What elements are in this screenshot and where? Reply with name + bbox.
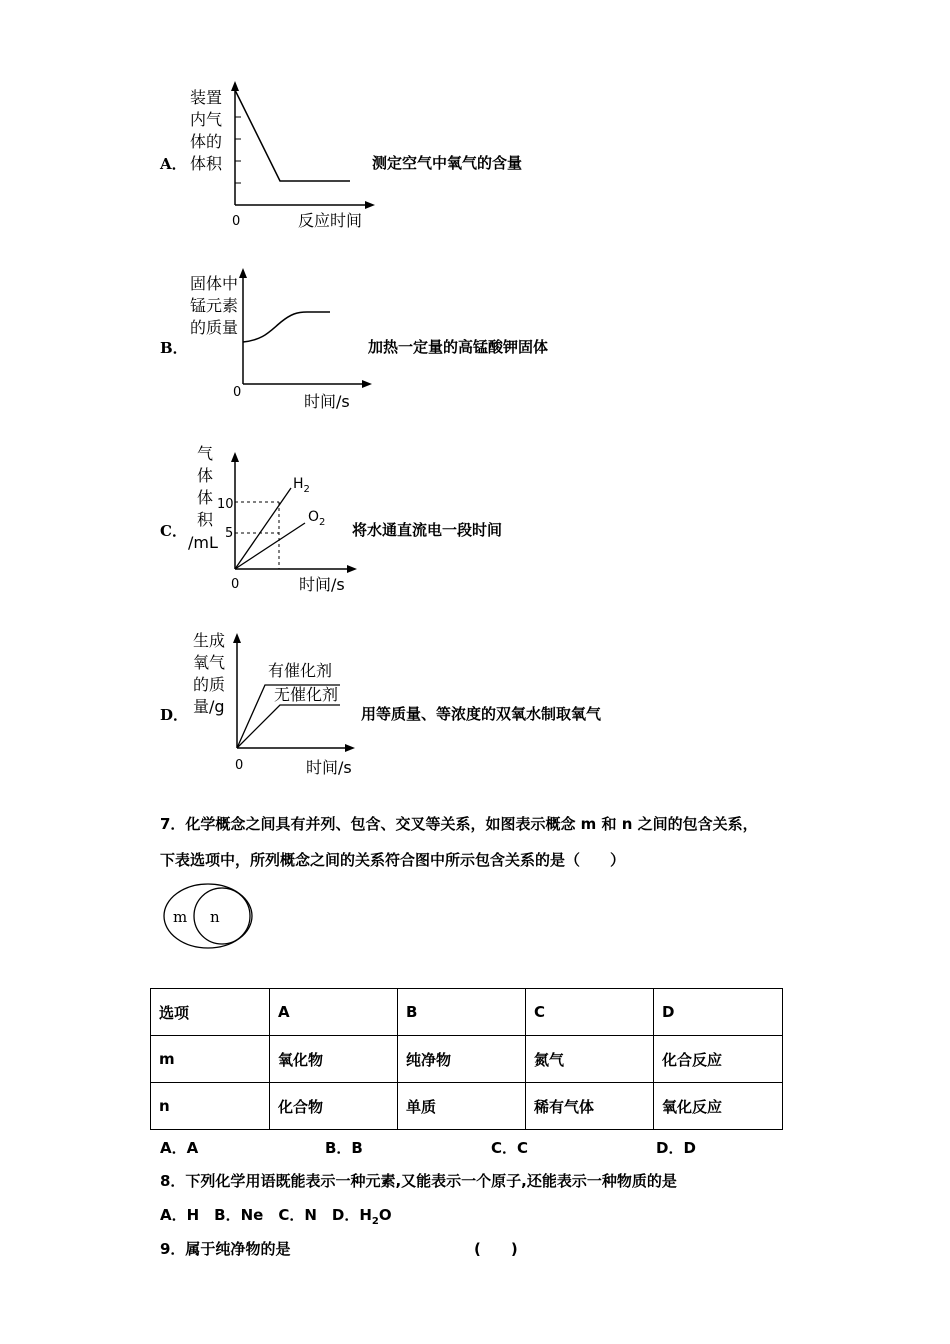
graph-c-tick-10: 10	[217, 497, 234, 512]
table-cell: A	[270, 989, 398, 1036]
table-cell: m	[151, 1036, 270, 1083]
graph-c-xlabel: 时间/s	[299, 575, 345, 594]
graph-d-line-no-catalyst	[237, 705, 340, 748]
table-cell: 氧化物	[270, 1036, 398, 1083]
table-cell: 化合物	[270, 1083, 398, 1130]
graph-d-origin: 0	[235, 758, 244, 773]
graph-a-x-arrow	[365, 201, 375, 209]
graph-a-ylabel-3: 体的	[190, 132, 223, 151]
graph-a-curve	[235, 90, 350, 181]
graph-a-xlabel: 反应时间	[298, 211, 363, 230]
table-row	[151, 1036, 783, 1083]
graph-c-ylabel-5: /mL	[188, 533, 218, 552]
graph-a-origin: 0	[232, 214, 241, 229]
graph-b-xlabel: 时间/s	[304, 392, 350, 411]
table-cell: 稀有气体	[526, 1083, 654, 1130]
table-cell: 氧化反应	[654, 1083, 783, 1130]
q7-stem-line1: 7．化学概念之间具有并列、包含、交叉等关系，如图表示概念 m 和 n 之间的包含关系，	[160, 815, 758, 833]
option-a-desc: 测定空气中氧气的含量	[372, 154, 523, 172]
q7-answer-c: C．C	[491, 1139, 529, 1157]
graph-b-x-arrow	[362, 380, 372, 388]
graph-a-ylabel-1: 装置	[190, 88, 223, 107]
q7-answer-b: B．B	[325, 1139, 363, 1157]
graph-c-tick-5: 5	[225, 526, 234, 541]
table-row	[151, 989, 783, 1036]
q9-answer-paren: ( )	[474, 1240, 518, 1258]
venn-inner-circle	[194, 888, 250, 944]
graph-c-h2-label: $H_2$	[293, 476, 310, 495]
table-cell: D	[654, 989, 783, 1036]
graph-c-ylabel-1: 气	[197, 444, 214, 463]
graph-d-ylabel-1: 生成	[193, 631, 226, 650]
graph-a-ylabel-4: 体积	[190, 154, 223, 173]
graph-d-ylabel-2: 氧气	[193, 653, 226, 672]
graph-c-origin: 0	[231, 577, 240, 592]
option-a-label: A．	[160, 155, 187, 173]
graph-c-line-h2	[235, 488, 291, 569]
graph-a	[185, 75, 385, 235]
graph-c-line-o2	[235, 523, 305, 569]
venn-inner-label: n	[210, 908, 220, 926]
graph-d-x-arrow	[345, 744, 355, 752]
graph-c-y-arrow	[231, 452, 239, 462]
venn-diagram	[160, 880, 260, 952]
q8-options: A．H B．Ne C．N D．$H_2O$	[160, 1206, 392, 1227]
graph-c-ylabel-3: 体	[197, 488, 214, 507]
option-c-desc: 将水通直流电一段时间	[352, 521, 503, 539]
q7-answer-a: A．A	[160, 1139, 199, 1157]
graph-c	[185, 442, 365, 600]
q7-options-table	[150, 988, 783, 1130]
graph-c-o2-label: $O_2$	[308, 509, 326, 528]
graph-d-no-catalyst-label: 无催化剂	[274, 685, 339, 704]
table-cell: n	[151, 1083, 270, 1130]
table-cell: 单质	[398, 1083, 526, 1130]
table-cell: B	[398, 989, 526, 1036]
option-b-desc: 加热一定量的高锰酸钾固体	[368, 338, 549, 356]
q7-answer-d: D．D	[656, 1139, 696, 1157]
graph-b-y-arrow	[239, 268, 247, 278]
graph-b-ylabel-2: 锰元素	[190, 296, 239, 315]
table-cell: 化合反应	[654, 1036, 783, 1083]
graph-b-origin: 0	[233, 385, 242, 400]
table-cell: 氮气	[526, 1036, 654, 1083]
graph-b-ylabel-1: 固体中	[190, 274, 239, 293]
graph-b	[185, 262, 385, 417]
graph-a-y-arrow	[231, 81, 239, 91]
table-row	[151, 1083, 783, 1130]
option-c-label: C．	[160, 522, 187, 540]
table-cell: C	[526, 989, 654, 1036]
graph-d-ylabel-4: 量/g	[193, 697, 225, 716]
table-cell: 纯净物	[398, 1036, 526, 1083]
graph-b-curve	[243, 312, 330, 342]
graph-d-xlabel: 时间/s	[306, 758, 352, 777]
q7-stem-line2: 下表选项中，所列概念之间的关系符合图中所示包含关系的是（ ）	[160, 851, 626, 869]
graph-d-ylabel-3: 的质	[193, 675, 226, 694]
option-d-label: D．	[160, 706, 189, 724]
graph-d-y-arrow	[233, 633, 241, 643]
graph-c-ylabel-2: 体	[197, 466, 214, 485]
table-cell: 选项	[151, 989, 270, 1036]
graph-a-ylabel-2: 内气	[190, 110, 223, 129]
graph-d	[185, 625, 375, 780]
option-d-desc: 用等质量、等浓度的双氧水制取氧气	[361, 705, 602, 723]
option-b-label: B．	[160, 339, 188, 357]
graph-c-x-arrow	[347, 565, 357, 573]
q8-stem: 8．下列化学用语既能表示一种元素,又能表示一个原子,还能表示一种物质的是	[160, 1172, 677, 1190]
graph-d-catalyst-label: 有催化剂	[268, 661, 333, 680]
q9-stem: 9．属于纯净物的是	[160, 1240, 291, 1258]
graph-c-ylabel-4: 积	[197, 510, 214, 529]
graph-b-ylabel-3: 的质量	[190, 318, 239, 337]
venn-outer-label: m	[173, 908, 188, 926]
